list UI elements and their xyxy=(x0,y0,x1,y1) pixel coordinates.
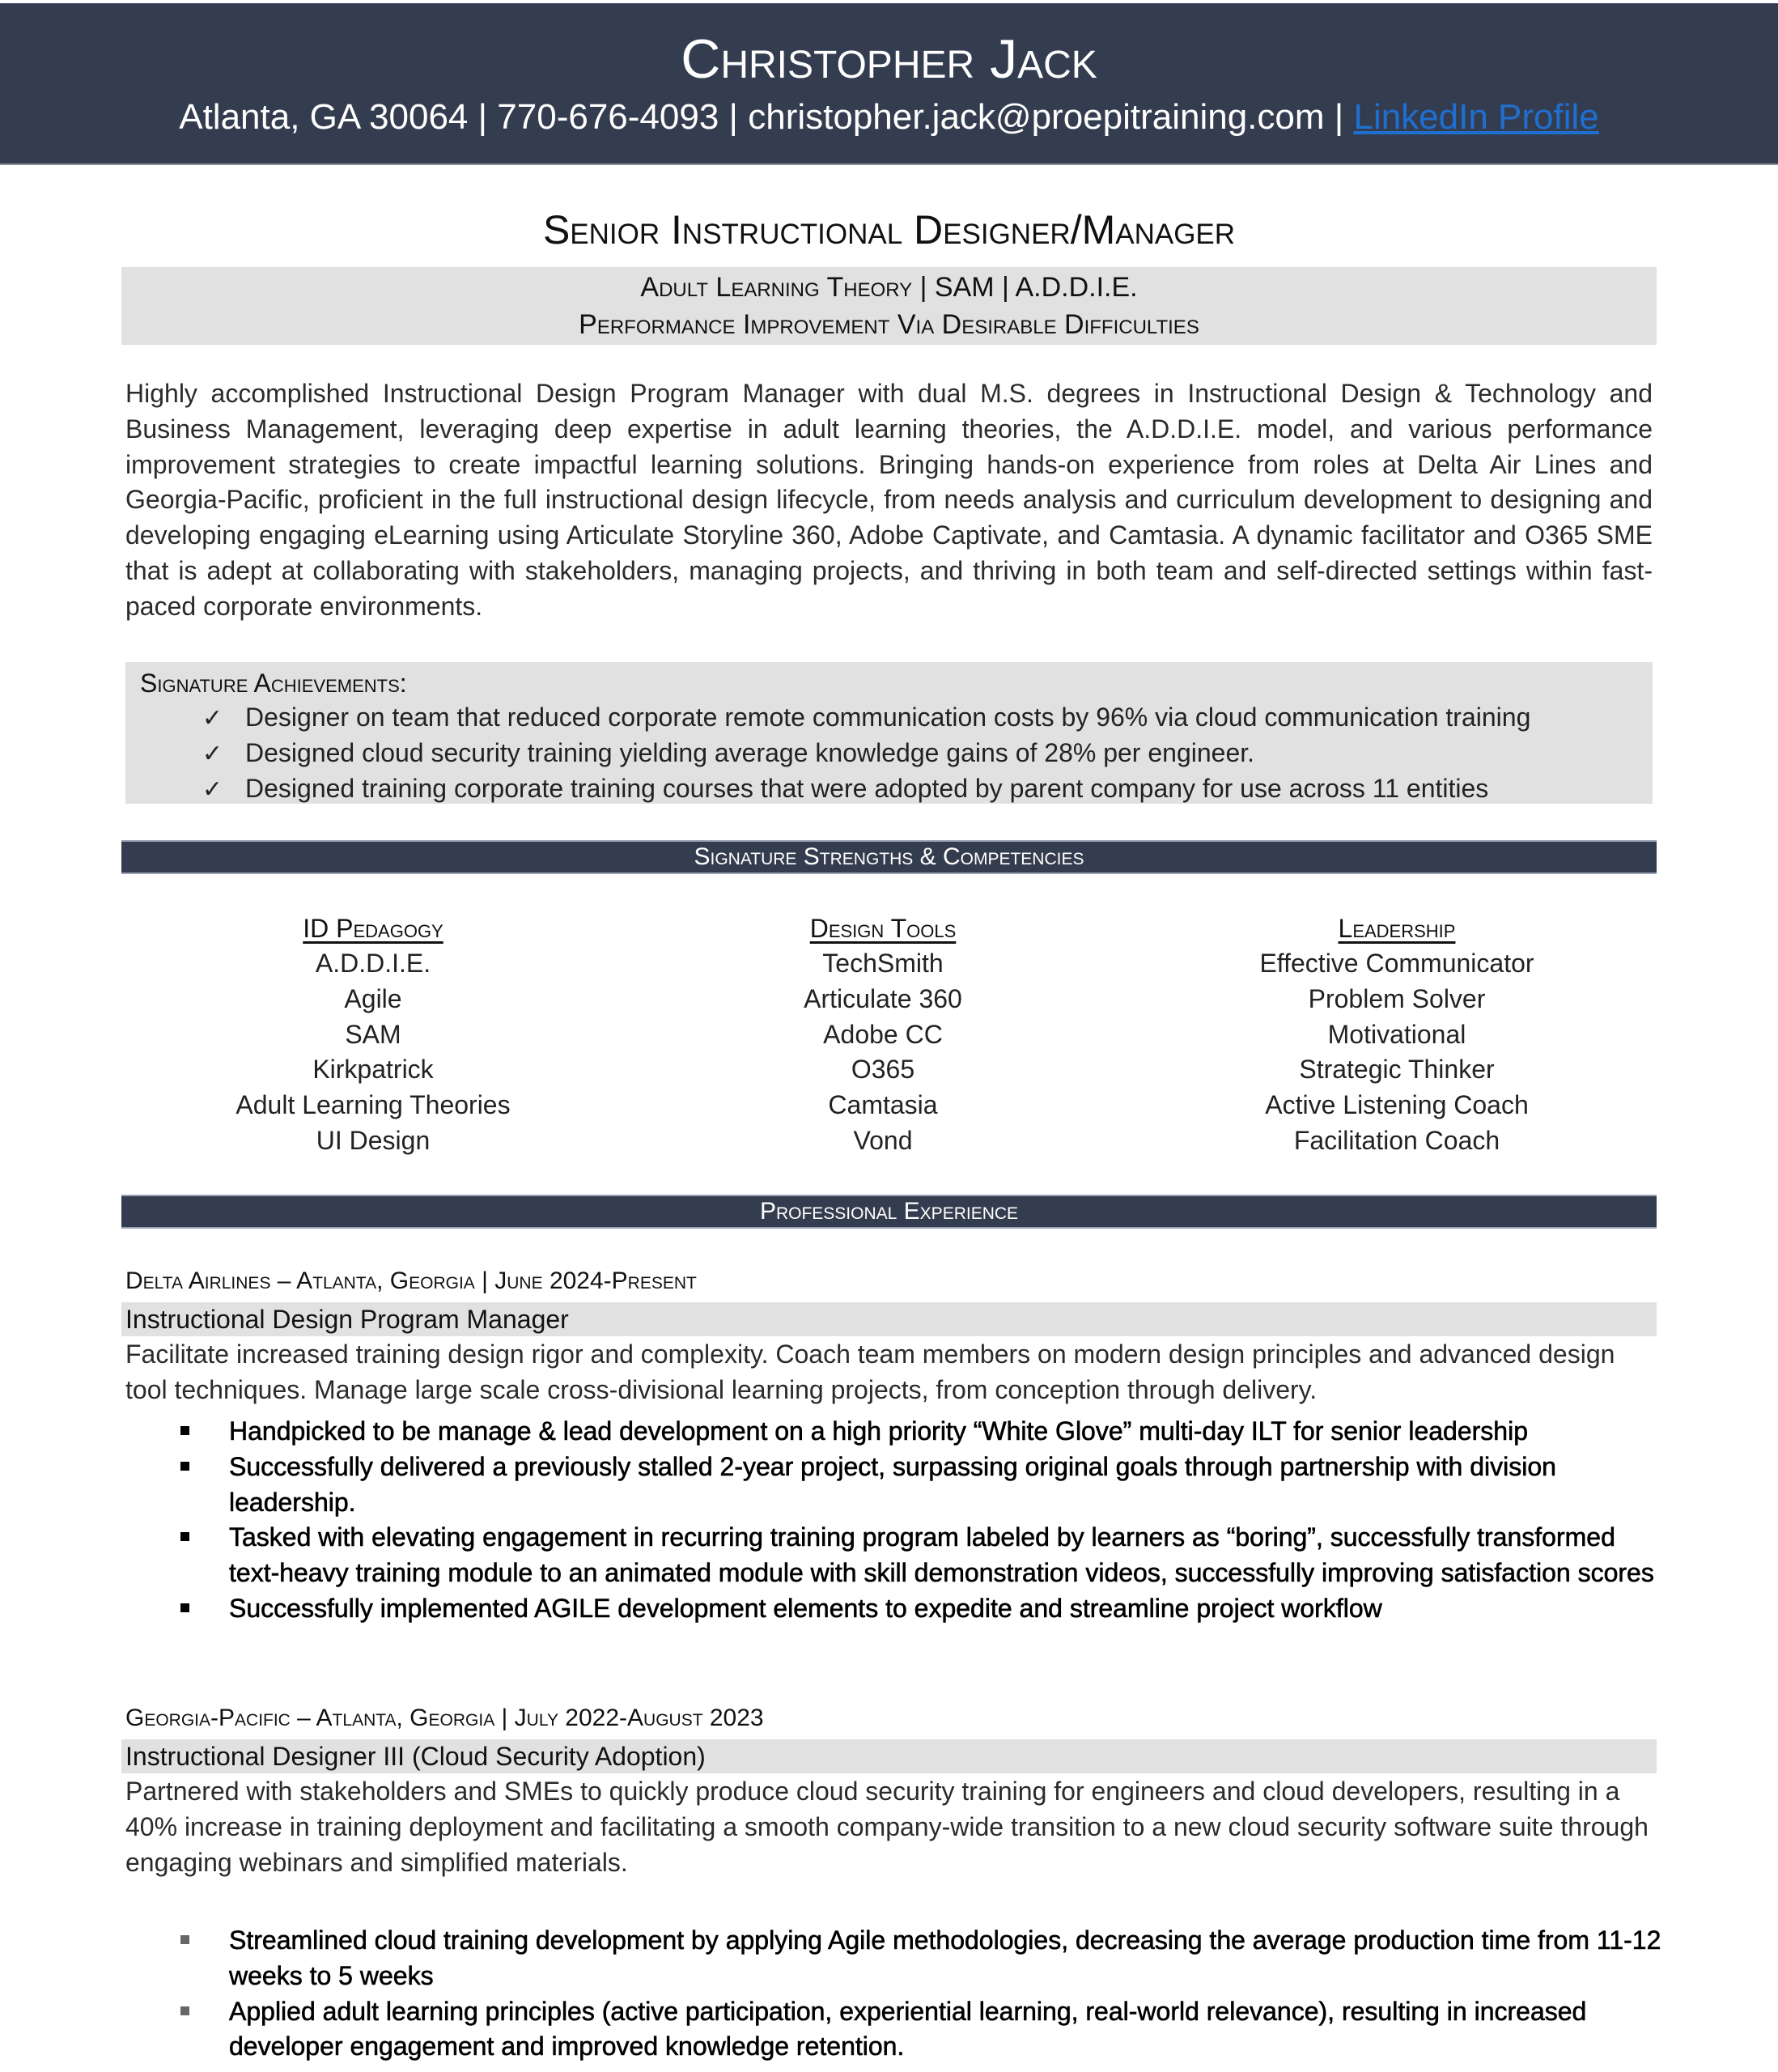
bullet-text: Handpicked to be manage & lead development on a high priority “White Glove” multi-day ILT for senior leadership xyxy=(229,1416,1528,1446)
achievements-title: Signature Achievements: xyxy=(140,669,407,698)
list-item xyxy=(125,1450,1663,1521)
bullet-text: Applied adult learning principles (active participation, experiential learning, real-world relevance), resulting in increased developer engagement and improved knowledge retention. xyxy=(229,1996,1587,2061)
column-heading: Design Tools xyxy=(809,914,957,943)
competency-item: Facilitation Coach xyxy=(1293,1125,1500,1155)
square-bullet-icon xyxy=(180,1426,189,1435)
list-item xyxy=(125,699,1530,735)
competency-item: Articulate 360 xyxy=(804,983,962,1013)
square-bullet-icon xyxy=(180,2006,189,2015)
bullet-text: Tasked with elevating engagement in recurring training program labeled by learners as “boring”, successfully transformed text-heavy training module to an animated module with skill demonstration videos, successfully improving satisfaction scores xyxy=(229,1522,1654,1588)
competency-item: Camtasia xyxy=(828,1090,938,1120)
section-header-competencies: Signature Strengths & Competencies xyxy=(121,840,1657,874)
competency-item: Adult Learning Theories xyxy=(236,1090,511,1120)
competency-item: Strategic Thinker xyxy=(1299,1055,1495,1085)
square-bullet-icon xyxy=(180,1603,189,1612)
signature-achievements xyxy=(125,662,1653,804)
competency-column-pedagogy xyxy=(122,911,624,1159)
section-header-experience: Professional Experience xyxy=(121,1195,1657,1229)
list-item xyxy=(125,1923,1663,1994)
list-item xyxy=(125,1591,1663,1627)
square-bullet-icon xyxy=(180,1532,189,1541)
job-title-heading: Senior Instructional Designer/Manager xyxy=(542,207,1236,253)
bullet-text: Successfully implemented AGILE development elements to expedite and streamline project workflow xyxy=(229,1593,1382,1623)
job-heading: Georgia-Pacific – Atlanta, Georgia | July 2022-August 2023 xyxy=(125,1705,764,1731)
email: christopher.jack@proepitraining.com xyxy=(748,97,1325,137)
list-item xyxy=(125,1520,1663,1591)
job-bullets xyxy=(125,1414,1663,1627)
achievement-text: Designer on team that reduced corporate remote communication costs by 96% via cloud communication training xyxy=(245,703,1531,732)
role-title: Instructional Design Program Manager xyxy=(121,1302,1657,1336)
separator: | xyxy=(728,97,738,137)
competency-item: Agile xyxy=(344,983,402,1013)
competency-item: O365 xyxy=(851,1055,915,1085)
achievement-text: Designed cloud security training yielding average knowledge gains of 28% per engineer. xyxy=(245,738,1255,767)
list-item xyxy=(125,1994,1663,2066)
competency-item: Vond xyxy=(853,1125,913,1155)
competency-item: TechSmith xyxy=(822,949,944,978)
professional-summary: Highly accomplished Instructional Design Program Manager with dual M.S. degrees in Instructional Design & Technology and Business Management, leveraging deep expertise in adult learning theories, the A.D.D.I.E. model, and various performance improvement strategies to create impactful learning solutions. Bringing hands-on experience from roles at Delta Air Lines and Georgia-Pacific, proficient in the full instructional design lifecycle, from needs analysis and curriculum development to designing and developing engaging eLearning using Articulate Storyline 360, Adobe Captivate, and Camtasia. A dynamic facilitator and O365 SME that is adept at collaborating with stakeholders, managing projects, and thriving in both team and self-directed settings within fast-paced corporate environments. xyxy=(125,379,1653,621)
column-heading: ID Pedagogy xyxy=(303,914,443,943)
separator: | xyxy=(1334,97,1344,137)
competency-item: Effective Communicator xyxy=(1259,949,1534,978)
competency-item: A.D.D.I.E. xyxy=(315,949,431,978)
competency-column-leadership xyxy=(1146,911,1648,1159)
job-heading: Delta Airlines – Atlanta, Georgia | June 2024-Present xyxy=(125,1267,697,1294)
linkedin-link[interactable]: LinkedIn Profile xyxy=(1353,97,1599,137)
competency-item: Motivational xyxy=(1327,1019,1466,1049)
contact-line xyxy=(0,97,1778,138)
competency-item: Kirkpatrick xyxy=(312,1055,434,1085)
job-description: Partnered with stakeholders and SMEs to quickly produce cloud security training for engineers and cloud developers, resulting in a 40% increase in training deployment and facilitating a smooth company-wide transition to a new cloud security software suite through engaging webinars and simplified materials. xyxy=(125,1777,1649,1877)
checkmark-icon: ✓ xyxy=(202,741,223,767)
competency-item: Active Listening Coach xyxy=(1265,1090,1529,1120)
bullet-text: Successfully delivered a previously stalled 2-year project, surpassing original goals through partnership with division leadership. xyxy=(229,1451,1556,1517)
phone: 770-676-4093 xyxy=(497,97,719,137)
achievement-text: Designed training corporate training courses that were adopted by parent company for use across 11 entities xyxy=(245,774,1489,803)
location: Atlanta, GA 30064 xyxy=(179,97,469,137)
column-heading: Leadership xyxy=(1338,914,1456,943)
tagline-band xyxy=(121,267,1657,345)
job-description: Facilitate increased training design rigor and complexity. Coach team members on modern design principles and advanced design tool techniques. Manage large scale cross-divisional learning projects, from conception through delivery. xyxy=(125,1340,1615,1404)
competency-column-tools xyxy=(632,911,1134,1159)
achievements-list xyxy=(125,699,1530,806)
competency-item: Adobe CC xyxy=(823,1019,943,1049)
candidate-name: Christopher Jack xyxy=(681,28,1097,90)
tagline: Performance Improvement Via Desirable Difficulties xyxy=(579,309,1199,340)
separator: | xyxy=(477,97,488,137)
competency-item: UI Design xyxy=(316,1125,431,1155)
resume-header xyxy=(0,3,1778,165)
role-title: Instructional Designer III (Cloud Security Adoption) xyxy=(121,1739,1657,1773)
bullet-text: Streamlined cloud training development by applying Agile methodologies, decreasing the average production time from 11-12 weeks to 5 weeks xyxy=(229,1926,1661,1990)
list-item xyxy=(125,1414,1663,1450)
checkmark-icon: ✓ xyxy=(202,776,223,803)
job-bullets xyxy=(125,1923,1663,2065)
competency-item: SAM xyxy=(345,1019,401,1049)
competency-item: Problem Solver xyxy=(1308,983,1486,1013)
square-bullet-icon xyxy=(180,1935,189,1944)
tagline: Adult Learning Theory | SAM | A.D.D.I.E. xyxy=(640,272,1138,303)
list-item xyxy=(125,771,1530,806)
square-bullet-icon xyxy=(180,1462,189,1471)
checkmark-icon: ✓ xyxy=(202,705,223,732)
list-item xyxy=(125,735,1530,771)
